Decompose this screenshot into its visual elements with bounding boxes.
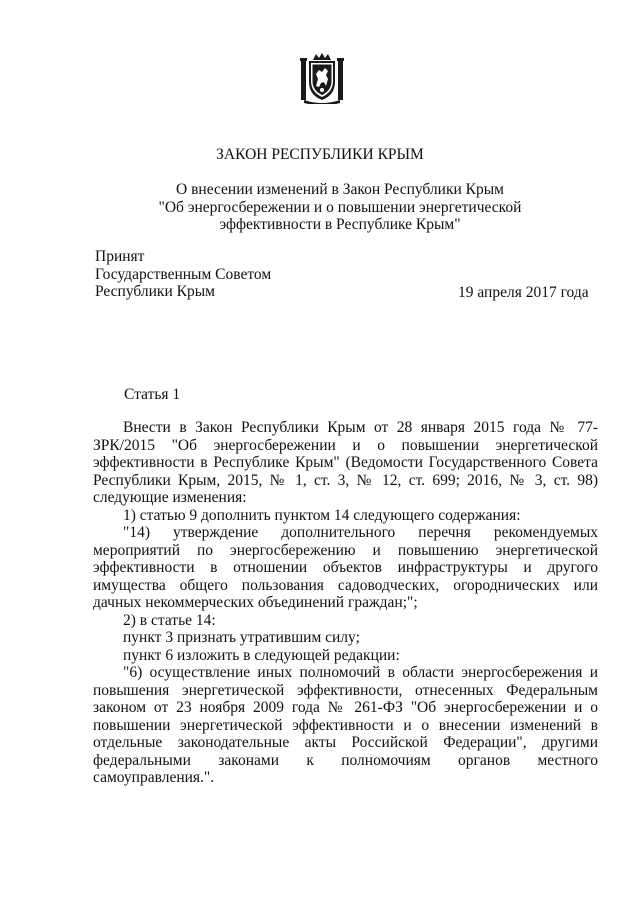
body-paragraph: пункт 6 изложить в следующей редакции: [123,646,400,664]
crimea-coat-of-arms-icon [300,52,344,104]
body-paragraph: Внести в Закон Республики Крым от 28 января 2015 года № 77-ЗРК/2015 "Об энергосбережении и о повышении энергетической эффективности в Республике Крым" (Ведомости Государственного Совета Республики Крым, 2015, № 1, ст. 3, № 12, ст. 699; 2016, № 3, ст. 98) следующие изменения: [93,419,598,506]
body-paragraph: "6) осуществление иных полномочий в области энергосбережения и повышения энергетической эффективности, отнесенных Федеральным законом от 23 ноября 2009 года № 261-ФЗ "Об энергосбережении и о повышении энергетической эффективности и о внесении изменений в отдельные законодательные акты Российской Федерации", другими федеральными законами к полномочиям органов местного самоуправления.". [93,664,598,786]
adoption-date: 19 апреля 2017 года [458,284,589,301]
law-subtitle [140,181,540,234]
article-heading: Статья 1 [124,386,181,403]
body-paragraph: 1) статью 9 дополнить пунктом 14 следующего содержания: [123,506,521,524]
body-paragraph: "14) утверждение дополнительного перечня рекомендуемых мероприятий по энергосбережению и повышению энергетической эффективности в отношении объектов инфраструктуры и другого имущества общего пользования садоводческих, огороднических или дачных некоммерческих объединений граждан;"; [93,524,598,611]
article-body [93,419,598,787]
subtitle-line: "Об энергосбережении и о повышении энергетической [158,198,522,216]
adoption-block [95,248,271,301]
adoption-line: Республики Крым [95,283,215,300]
body-paragraph: 2) в статье 14: [123,611,216,629]
body-paragraph: пункт 3 признать утратившим силу; [123,629,360,646]
adoption-line: Государственным Советом [95,265,272,283]
subtitle-line: эффективности в Республике Крым" [219,216,461,233]
law-title: ЗАКОН РЕСПУБЛИКИ КРЫМ [216,146,424,163]
adoption-line: Принят [95,248,145,265]
subtitle-line: О внесении изменений в Закон Республики Крым [176,181,504,198]
